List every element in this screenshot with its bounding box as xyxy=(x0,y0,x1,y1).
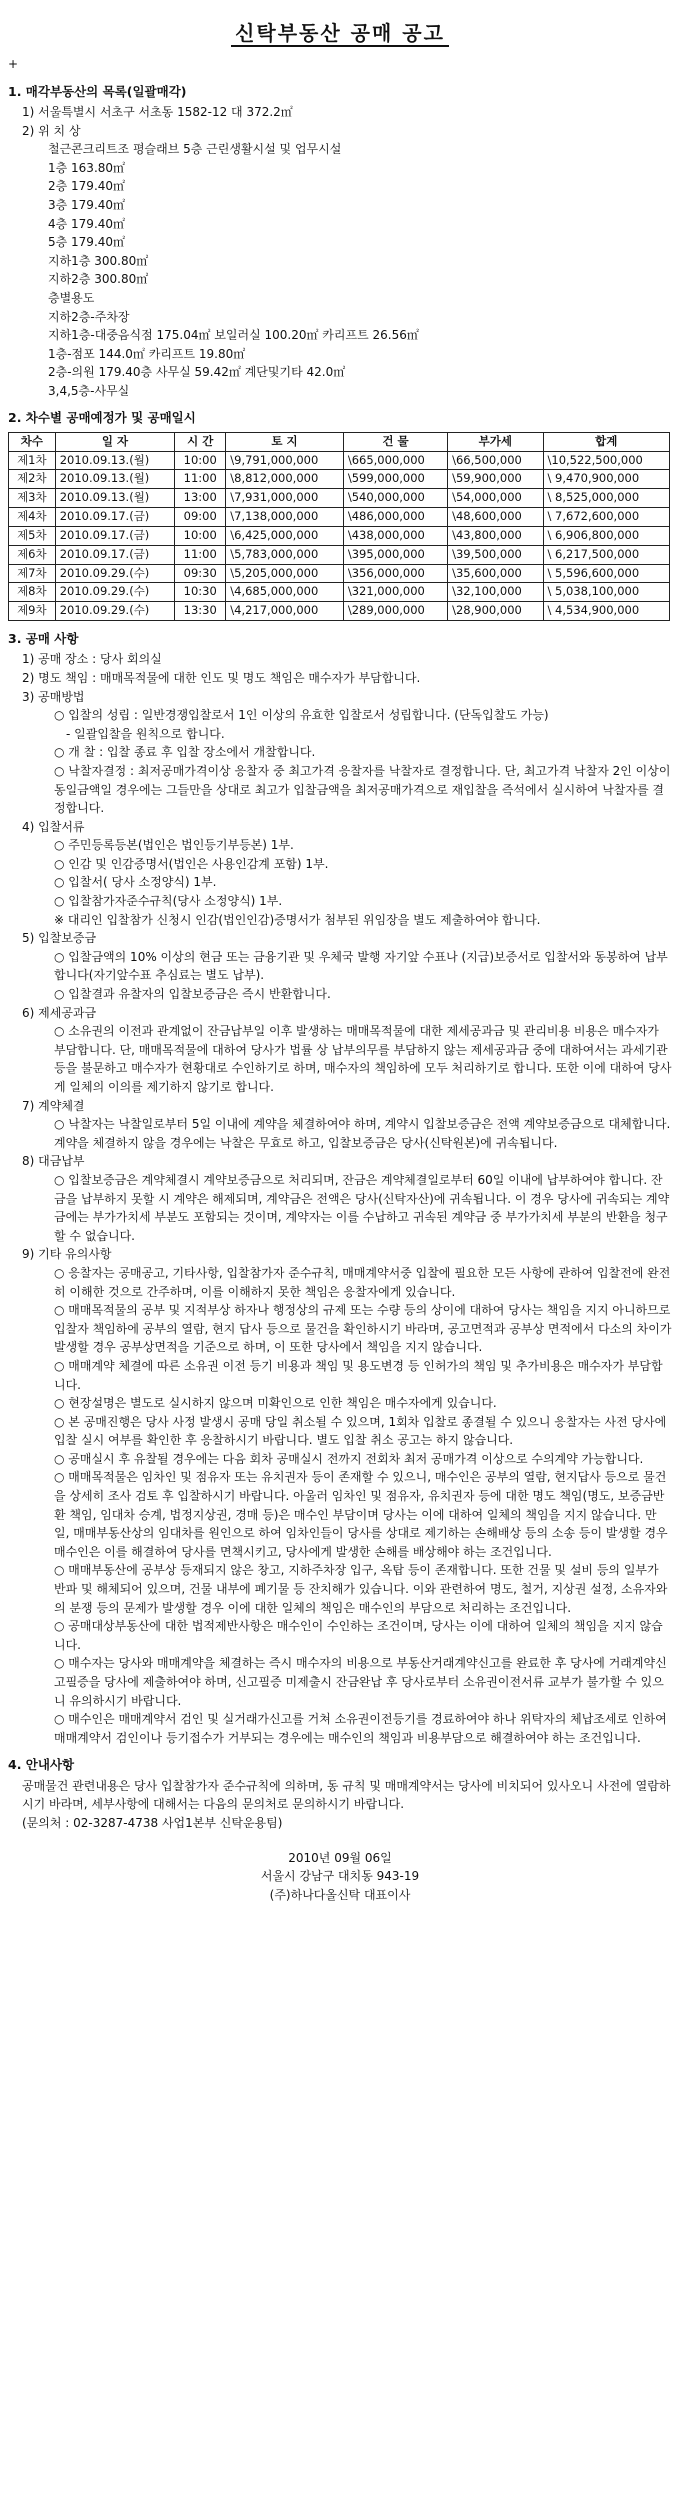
property-line: 철근콘크리트조 평슬래브 5층 근린생활시설 및 업무시설 xyxy=(48,142,342,157)
table-cell: \438,000,000 xyxy=(343,526,447,545)
table-cell: \321,000,000 xyxy=(343,583,447,602)
payment-rule: ○ 입찰보증금은 계약체결시 계약보증금으로 처리되며, 잔금은 계약체결일로부터 60일 이내에 납부하여야 합니다. 잔금을 납부하지 못할 시 계약은 해제되며, 계약금은 전액은 당사(신탁자산)에 귀속됩니다. 이 경우 당사에 귀속되는 계약금에는 부가가치세 부분도 포함되는 것이며, 계약자는 이를 수납하고 귀속된 계약금 중 부가가치세 부분의 반환을 청구할 수 없습니다. xyxy=(54,1172,670,1243)
guidance-text: 공매물건 관련내용은 당사 입찰참가자 준수규칙에 의하며, 동 규칙 및 매매계약서는 당사에 비치되어 있사오니 사전에 열람하시기 바라며, 세부사항에 대해서는 다음의 문의처로 문의하시기 바랍니다. xyxy=(22,1778,671,1812)
table-row xyxy=(9,545,670,564)
table-cell: 10:00 xyxy=(175,526,226,545)
schedule-table xyxy=(8,432,670,621)
property-line: 지하2층 300.80㎡ xyxy=(48,272,149,287)
plus-marker: + xyxy=(8,57,19,71)
note-item: ○ 공매실시 후 유찰될 경우에는 다음 회차 공매실시 전까지 전회차 최저 공매가격 이상으로 수의계약 가능합니다. xyxy=(54,1451,644,1466)
method-opening: ○ 개 찰 : 입찰 종료 후 입찰 장소에서 개찰합니다. xyxy=(54,745,316,760)
property-line: 5층 179.40㎡ xyxy=(48,235,126,250)
contract-rule: ○ 낙찰자는 낙찰일로부터 5일 이내에 계약을 체결하여야 하며, 계약시 입찰보증금은 전액 계약보증금으로 대체합니다. 계약을 체결하지 않을 경우에는 낙찰은 무효로 하고, 입찰보증금은 당사(신탁원본)에 귀속됩니다. xyxy=(54,1117,671,1150)
property-line: 층별용도 xyxy=(48,290,95,305)
table-cell: \54,000,000 xyxy=(448,489,543,508)
table-row xyxy=(9,508,670,527)
table-cell: 2010.09.13.(월) xyxy=(55,489,174,508)
property-line: 3,4,5층-사무실 xyxy=(48,383,130,398)
column-header: 차수 xyxy=(9,432,56,451)
section-guidance xyxy=(8,1755,672,1832)
table-cell: \48,600,000 xyxy=(448,508,543,527)
table-cell: \35,600,000 xyxy=(448,564,543,583)
table-cell: \39,500,000 xyxy=(448,545,543,564)
table-cell: \66,500,000 xyxy=(448,451,543,470)
table-cell: \ 9,470,900,000 xyxy=(543,470,670,489)
table-row xyxy=(9,583,670,602)
document-item: ○ 주민등록등본(법인은 법인등기부등본) 1부. xyxy=(54,838,294,853)
item-location: 1) 공매 장소 : 당사 회의실 xyxy=(22,652,162,667)
table-cell: \665,000,000 xyxy=(343,451,447,470)
column-header: 일 자 xyxy=(55,432,174,451)
table-cell: \59,900,000 xyxy=(448,470,543,489)
table-row xyxy=(9,470,670,489)
table-cell: \395,000,000 xyxy=(343,545,447,564)
section-auction-details xyxy=(8,629,672,1747)
table-cell: 2010.09.17.(금) xyxy=(55,545,174,564)
table-cell: \599,000,000 xyxy=(343,470,447,489)
method-bid-formation: ○ 입찰의 성립 : 일반경쟁입찰로서 1인 이상의 유효한 입찰로서 성립합니다. (단독입찰도 가능) xyxy=(54,708,549,723)
property-building-header: 2) 위 치 상 xyxy=(22,123,81,138)
table-cell: \43,800,000 xyxy=(448,526,543,545)
note-item: ○ 매수인은 매매계약서 검인 및 실거래가신고를 거쳐 소유권이전등기를 경료하여야 하나 위탁자의 체납조세로 인하여 매매계약서 검인이나 등기접수가 거부되는 경우에는 매수인의 책임과 비용부담으로 해결하여야 하는 조건입니다. xyxy=(54,1712,667,1745)
table-cell: 13:00 xyxy=(175,489,226,508)
table-cell: \ 5,038,100,000 xyxy=(543,583,670,602)
taxes-rule: ○ 소유권의 이전과 관계없이 잔금납부일 이후 발생하는 매매목적물에 대한 제세공과금 및 관리비용 비용은 매수자가 부담합니다. 단, 매매목적물에 대하여 당사가 법률 상 납부의무를 부담하지 않는 제세공과금 중에 대하여서는 과세기관등을 불문하고 매수자가 현황대로 수인하기로 하며, 매수자의 책임하에 모두 처리하기로 합니다. 또한 이에 대하여 당사게 일체의 이의를 제기하지 않기로 합니다. xyxy=(54,1024,672,1094)
section-auction-schedule xyxy=(8,408,672,621)
page-title: 신탁부동산 공매 공고 xyxy=(8,18,672,49)
table-cell: 2010.09.13.(월) xyxy=(55,470,174,489)
note-item: ○ 매수자는 당사와 매매계약을 체결하는 즉시 매수자의 비용으로 부동산거래계약신고를 완료한 후 당사에 거래계약신고필증을 당사에 제출하여야 하며, 신고필증 미제출시 잔금완납 후 당사로부터 소유권이전서류 교부가 불가할 수 있으니 유의하시기 바랍니다. xyxy=(54,1656,667,1708)
section-heading: 4. 안내사항 xyxy=(8,1757,75,1773)
issue-date: 2010년 09월 06일 xyxy=(288,1850,392,1865)
table-cell: \ 5,596,600,000 xyxy=(543,564,670,583)
table-cell: 11:00 xyxy=(175,470,226,489)
item-contract-heading: 7) 계약체결 xyxy=(22,1098,85,1113)
property-line: 1층 163.80㎡ xyxy=(48,160,126,175)
table-cell: 2010.09.29.(수) xyxy=(55,602,174,621)
table-row xyxy=(9,489,670,508)
table-cell: 제4차 xyxy=(9,508,56,527)
note-item: ○ 본 공매진행은 당사 사정 발생시 공매 당일 취소될 수 있으며, 1회차 입찰로 종결될 수 있으니 응찰자는 사전 당사에 입찰 실시 여부를 확인한 후 응찰하시기 바랍니다. 별도 입찰 취소 공고는 하지 않습니다. xyxy=(54,1414,667,1448)
column-header: 시 간 xyxy=(175,432,226,451)
table-header-row xyxy=(9,432,670,451)
property-line: 1층-점포 144.0㎡ 카리프트 19.80㎡ xyxy=(48,346,246,361)
document-item: ○ 인감 및 인감증명서(법인은 사용인감계 포함) 1부. xyxy=(54,856,329,871)
table-cell: \10,522,500,000 xyxy=(543,451,670,470)
table-cell: 09:30 xyxy=(175,564,226,583)
table-cell: \356,000,000 xyxy=(343,564,447,583)
section-heading: 1. 매각부동산의 목록(일괄매각) xyxy=(8,83,187,99)
item-eviction: 2) 명도 책임 : 매매목적물에 대한 인도 및 명도 책임은 매수자가 부담합니다. xyxy=(22,670,421,685)
table-cell: 2010.09.29.(수) xyxy=(55,583,174,602)
deposit-rule: ○ 입찰금액의 10% 이상의 현금 또는 금융기관 및 우체국 발행 자기앞 수표나 (지급)보증서로 입찰서와 동봉하여 납부합니다(자기앞수표 추심료는 별도 납부). xyxy=(54,949,668,983)
table-cell: \7,931,000,000 xyxy=(226,489,344,508)
property-line: 지하1층 300.80㎡ xyxy=(48,253,149,268)
property-line: 지하2층-주차장 xyxy=(48,309,130,324)
table-cell: 11:00 xyxy=(175,545,226,564)
deposit-refund: ○ 입찰결과 유찰자의 입찰보증금은 즉시 반환합니다. xyxy=(54,987,331,1002)
document-footer xyxy=(8,1849,672,1905)
table-cell: \7,138,000,000 xyxy=(226,508,344,527)
section-heading: 2. 차수별 공매예정가 및 공매일시 xyxy=(8,410,196,426)
table-cell: \ 7,672,600,000 xyxy=(543,508,670,527)
table-cell: \6,425,000,000 xyxy=(226,526,344,545)
table-cell: 제1차 xyxy=(9,451,56,470)
document-item: ○ 입찰참가자준수규칙(당사 소정양식) 1부. xyxy=(54,894,283,909)
table-cell: \32,100,000 xyxy=(448,583,543,602)
table-cell: \540,000,000 xyxy=(343,489,447,508)
table-cell: 제6차 xyxy=(9,545,56,564)
property-line: 지하1층-대중음식점 175.04㎡ 보일러실 100.20㎡ 카리프트 26.56㎡ xyxy=(48,328,419,343)
table-cell: 제2차 xyxy=(9,470,56,489)
note-item: ○ 매매목적물은 임차인 및 점유자 또는 유치권자 등이 존재할 수 있으니, 매수인은 공부의 열람, 현지답사 등으로 물건을 상세히 조사 검토 후 입찰하시기 바랍니다. 아울러 임차인 및 점유자, 유치권자 등에 대한 명도 책임(명도, 보증금반환 책임, 임대차 승계, 법정지상권, 경매 등)은 매수인 부담이며 당사는 이에 대하여 일체의 책임을 지지 않습니다. 만일, 매매부동산상의 임대차를 원인으로 하여 임차인들이 당사를 상대로 제기하는 손해배상 등의 소송 등이 발생할 경우 매수인은 이를 해결하여 당사를 면책시키고, 당사에게 발생한 손해를 배상해야 하는 조건입니다. xyxy=(54,1470,668,1559)
table-cell: \8,812,000,000 xyxy=(226,470,344,489)
note-item: ○ 현장설명은 별도로 실시하지 않으며 미확인으로 인한 책임은 매수자에게 있습니다. xyxy=(54,1396,497,1411)
table-cell: \4,685,000,000 xyxy=(226,583,344,602)
property-line: 2층 179.40㎡ xyxy=(48,179,126,194)
table-cell: 09:00 xyxy=(175,508,226,527)
method-bulk-note: - 일괄입찰을 원칙으로 합니다. xyxy=(66,726,225,741)
note-item: ○ 매매부동산에 공부상 등재되지 않은 창고, 지하주차장 입구, 옥탑 등이 존재합니다. 또한 건물 및 설비 등의 일부가 반파 및 해체되어 있으며, 건물 내부에 폐기물 등 잔치해가 있습니다. 이와 관련하여 명도, 철거, 지상권 설정, 소유자와의 분쟁 등의 문제가 발생할 경우 이에 대한 일체의 책임은 매수인의 부담으로 처리하는 조건입니다. xyxy=(54,1563,668,1615)
table-cell: \ 4,534,900,000 xyxy=(543,602,670,621)
table-cell: 13:30 xyxy=(175,602,226,621)
table-cell: 제9차 xyxy=(9,602,56,621)
property-line: 2층-의원 179.40층 사무실 59.42㎡ 계단및기타 42.0㎡ xyxy=(48,365,346,380)
table-cell: \9,791,000,000 xyxy=(226,451,344,470)
note-item: ○ 매매목적물의 공부 및 지적부상 하자나 행정상의 규제 또는 수량 등의 상이에 대하여 당사는 책임을 지지 아니하므로 입찰자 책임하에 공부의 열람, 현지 답사 등으로 물건을 확인하시기 바라며, 공고면적과 공부상 면적에서 다소의 차이가 발생할 경우 공부상면적을 기준으로 하며, 이 또한 당사에서 책임을 지지 않습니다. xyxy=(54,1303,672,1355)
item-method-heading: 3) 공매방법 xyxy=(22,689,85,704)
column-header: 합계 xyxy=(543,432,670,451)
table-cell: \486,000,000 xyxy=(343,508,447,527)
table-cell: 제8차 xyxy=(9,583,56,602)
note-item: ○ 응찰자는 공매공고, 기타사항, 입찰참가자 준수규칙, 매매계약서중 입찰에 필요한 모든 사항에 관하여 입찰전에 완전히 이해한 것으로 간주하며, 이를 이해하지 못한 책임은 응찰자에게 있습니다. xyxy=(54,1265,671,1299)
table-cell: 2010.09.17.(금) xyxy=(55,526,174,545)
table-cell: \ 6,906,800,000 xyxy=(543,526,670,545)
table-row xyxy=(9,602,670,621)
table-cell: 제7차 xyxy=(9,564,56,583)
section-property-list xyxy=(8,82,672,401)
table-cell: 2010.09.29.(수) xyxy=(55,564,174,583)
table-cell: 10:00 xyxy=(175,451,226,470)
item-documents-heading: 4) 입찰서류 xyxy=(22,819,85,834)
property-line: 4층 179.40㎡ xyxy=(48,216,126,231)
item-deposit-heading: 5) 입찰보증금 xyxy=(22,931,97,946)
item-notes-heading: 9) 기타 유의사항 xyxy=(22,1247,112,1262)
table-cell: \5,205,000,000 xyxy=(226,564,344,583)
table-row xyxy=(9,526,670,545)
contact-info: (문의처 : 02-3287-4738 사업1본부 신탁운용팀) xyxy=(22,1815,283,1830)
table-cell: 2010.09.17.(금) xyxy=(55,508,174,527)
company-address: 서울시 강남구 대치동 943-19 xyxy=(260,1869,420,1884)
property-line: 3층 179.40㎡ xyxy=(48,197,126,212)
item-payment-heading: 8) 대금납부 xyxy=(22,1154,85,1169)
table-row xyxy=(9,451,670,470)
table-cell: 10:30 xyxy=(175,583,226,602)
table-cell: \28,900,000 xyxy=(448,602,543,621)
table-cell: 제5차 xyxy=(9,526,56,545)
table-row xyxy=(9,564,670,583)
column-header: 건 물 xyxy=(343,432,447,451)
table-cell: 제3차 xyxy=(9,489,56,508)
table-cell: \4,217,000,000 xyxy=(226,602,344,621)
table-cell: 2010.09.13.(월) xyxy=(55,451,174,470)
property-address: 1) 서울특별시 서초구 서초동 1582-12 대 372.2㎡ xyxy=(22,104,293,119)
table-cell: \ 6,217,500,000 xyxy=(543,545,670,564)
document-note: ※ 대리인 입찰참가 신청시 인감(법인인감)증명서가 첨부된 위임장을 별도 제출하여야 합니다. xyxy=(54,912,541,927)
table-cell: \ 8,525,000,000 xyxy=(543,489,670,508)
document-item: ○ 입찰서( 당사 소정양식) 1부. xyxy=(54,875,217,890)
method-winner: ○ 낙찰자결정 : 최저공매가격이상 응찰자 중 최고가격 응찰자를 낙찰자로 결정합니다. 단, 최고가격 낙찰자 2인 이상이 동일금액일 경우에는 그들만을 상대로 최고가 입찰금액을 최저공매가격으로 재입찰을 즉석에서 실시하여 낙찰자를 결정합니다. xyxy=(54,763,671,816)
note-item: ○ 매매계약 체결에 따른 소유권 이전 등기 비용과 책임 및 용도변경 등 인허가의 책임 및 추가비용은 매수자가 부담합니다. xyxy=(54,1358,663,1392)
company-signature: (주)하나다올신탁 대표이사 xyxy=(269,1887,411,1902)
table-cell: \289,000,000 xyxy=(343,602,447,621)
section-heading: 3. 공매 사항 xyxy=(8,630,79,646)
item-taxes-heading: 6) 제세공과금 xyxy=(22,1005,97,1020)
note-item: ○ 공매대상부동산에 대한 법적제반사항은 매수인이 수인하는 조건이며, 당사는 이에 대하여 일체의 책임을 지지 않습니다. xyxy=(54,1619,663,1652)
column-header: 토 지 xyxy=(226,432,344,451)
column-header: 부가세 xyxy=(448,432,543,451)
table-cell: \5,783,000,000 xyxy=(226,545,344,564)
